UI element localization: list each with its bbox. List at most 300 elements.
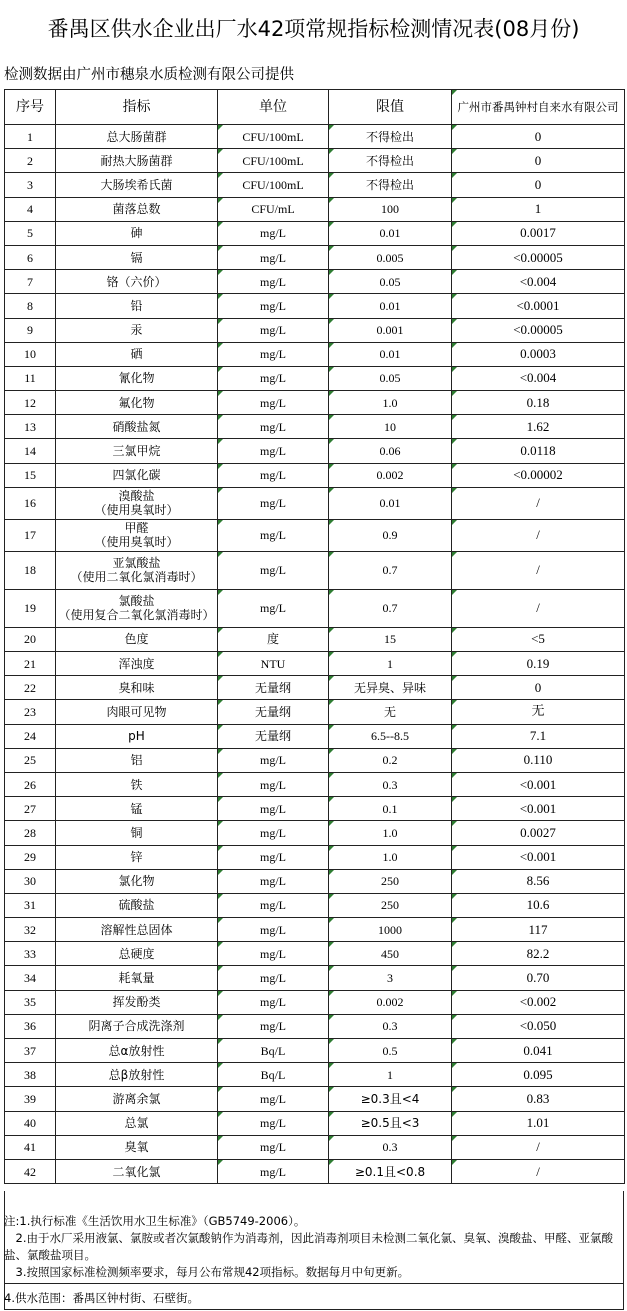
cell-indicator <box>56 589 218 627</box>
cell-indicator <box>56 1014 218 1038</box>
cell-unit: mg/L <box>218 221 329 245</box>
cell-no: 10 <box>5 342 56 366</box>
indicator-name: 硫酸盐 <box>118 898 155 913</box>
cell-no: 6 <box>5 245 56 269</box>
cell-no: 21 <box>5 652 56 676</box>
cell-unit: mg/L <box>218 845 329 869</box>
table-row <box>5 700 625 724</box>
cell-limit: 0.7 <box>329 551 452 589</box>
cell-no: 41 <box>5 1135 56 1159</box>
indicator-name: 肉眼可见物 <box>106 704 167 719</box>
cell-limit: 250 <box>329 893 452 917</box>
cell-limit: 0.7 <box>329 589 452 627</box>
cell-unit: mg/L <box>218 1087 329 1111</box>
cell-value: <5 <box>452 627 625 651</box>
cell-indicator <box>56 197 218 221</box>
cell-indicator <box>56 391 218 415</box>
table-row <box>5 724 625 748</box>
cell-indicator <box>56 245 218 269</box>
indicator-name: 溴酸盐 <box>118 489 155 504</box>
table-body <box>5 125 625 1184</box>
cell-no: 8 <box>5 294 56 318</box>
indicator-name: 浑浊度 <box>118 656 155 671</box>
cell-unit: mg/L <box>218 797 329 821</box>
cell-limit: 不得检出 <box>329 149 452 173</box>
table-row <box>5 1014 625 1038</box>
cell-limit: ≥0.3且<4 <box>329 1087 452 1111</box>
cell-indicator <box>56 821 218 845</box>
header-limit: 限值 <box>329 90 452 125</box>
cell-limit: 450 <box>329 942 452 966</box>
cell-unit: mg/L <box>218 439 329 463</box>
table-row <box>5 221 625 245</box>
cell-limit: 0.3 <box>329 1014 452 1038</box>
indicator-name: 铝 <box>130 753 143 768</box>
cell-limit: 1 <box>329 1063 452 1087</box>
cell-indicator <box>56 942 218 966</box>
cell-value: 0.0118 <box>452 439 625 463</box>
cell-limit: 0.05 <box>329 270 452 294</box>
cell-indicator <box>56 869 218 893</box>
cell-value: <0.004 <box>452 366 625 390</box>
indicator-name: 氟化物 <box>118 395 155 410</box>
cell-indicator <box>56 125 218 149</box>
cell-limit: 1.0 <box>329 845 452 869</box>
cell-limit: ≥0.1且<0.8 <box>329 1159 452 1183</box>
cell-indicator <box>56 845 218 869</box>
cell-limit: 6.5--8.5 <box>329 724 452 748</box>
cell-unit: mg/L <box>218 463 329 487</box>
cell-no: 2 <box>5 149 56 173</box>
cell-unit: mg/L <box>218 772 329 796</box>
cell-indicator <box>56 487 218 519</box>
cell-indicator <box>56 1159 218 1183</box>
data-source: 检测数据由广州市穗泉水质检测有限公司提供 <box>4 66 294 83</box>
cell-value: <0.004 <box>452 270 625 294</box>
cell-indicator <box>56 652 218 676</box>
cell-limit: 0.002 <box>329 463 452 487</box>
cell-limit: 0.01 <box>329 342 452 366</box>
cell-unit: mg/L <box>218 1111 329 1135</box>
cell-indicator <box>56 772 218 796</box>
cell-value: / <box>452 519 625 551</box>
cell-unit: mg/L <box>218 487 329 519</box>
cell-limit: 不得检出 <box>329 125 452 149</box>
cell-indicator <box>56 439 218 463</box>
indicator-condition: （使用臭氧时） <box>94 503 179 518</box>
page-title: 番禺区供水企业出厂水42项常规指标检测情况表(08月份) <box>47 17 580 41</box>
cell-value: / <box>452 589 625 627</box>
cell-value: 0.0027 <box>452 821 625 845</box>
cell-indicator <box>56 1135 218 1159</box>
cell-limit: ≥0.5且<3 <box>329 1111 452 1135</box>
cell-value: 1 <box>452 197 625 221</box>
indicator-name: 铅 <box>130 298 143 313</box>
table-row <box>5 245 625 269</box>
table-row <box>5 966 625 990</box>
table-row <box>5 1063 625 1087</box>
table-row <box>5 318 625 342</box>
cell-value: 0.0003 <box>452 342 625 366</box>
cell-no: 20 <box>5 627 56 651</box>
indicator-name: 三氯甲烷 <box>112 444 161 459</box>
table-row <box>5 990 625 1014</box>
cell-unit: 度 <box>218 627 329 651</box>
cell-limit: 0.9 <box>329 519 452 551</box>
cell-value: 0.095 <box>452 1063 625 1087</box>
table-row <box>5 551 625 589</box>
cell-indicator <box>56 318 218 342</box>
cell-indicator <box>56 519 218 551</box>
cell-no: 13 <box>5 415 56 439</box>
indicator-name: 氰化物 <box>118 371 155 386</box>
cell-no: 37 <box>5 1039 56 1063</box>
cell-unit: mg/L <box>218 821 329 845</box>
cell-value: <0.001 <box>452 797 625 821</box>
cell-value: 0.0017 <box>452 221 625 245</box>
cell-unit: mg/L <box>218 415 329 439</box>
table-row <box>5 797 625 821</box>
table-row <box>5 173 625 197</box>
cell-unit: mg/L <box>218 318 329 342</box>
cell-no: 3 <box>5 173 56 197</box>
indicator-name: 游离余氯 <box>112 1091 161 1106</box>
cell-value: / <box>452 551 625 589</box>
cell-limit: 1000 <box>329 918 452 942</box>
cell-value: 0 <box>452 676 625 700</box>
cell-limit: 无异臭、异味 <box>329 676 452 700</box>
table-row <box>5 652 625 676</box>
cell-value: 7.1 <box>452 724 625 748</box>
cell-unit: NTU <box>218 652 329 676</box>
indicator-name: 总β放射性 <box>108 1067 165 1082</box>
cell-unit: mg/L <box>218 1159 329 1183</box>
table-row <box>5 845 625 869</box>
cell-value: 82.2 <box>452 942 625 966</box>
cell-indicator <box>56 415 218 439</box>
cell-no: 11 <box>5 366 56 390</box>
cell-limit: 1 <box>329 652 452 676</box>
indicator-name: 亚氯酸盐 <box>112 556 161 571</box>
indicator-name: 锌 <box>130 850 143 865</box>
indicator-name: 菌落总数 <box>112 202 161 217</box>
indicator-name: 锰 <box>130 801 143 816</box>
indicator-name: 氯酸盐 <box>118 594 155 609</box>
cell-unit: mg/L <box>218 748 329 772</box>
header-indicator: 指标 <box>56 90 218 125</box>
table-row <box>5 270 625 294</box>
cell-indicator <box>56 366 218 390</box>
table-row <box>5 942 625 966</box>
cell-unit: mg/L <box>218 869 329 893</box>
table-row <box>5 487 625 519</box>
indicator-name: 二氧化氯 <box>112 1164 161 1179</box>
table-row <box>5 125 625 149</box>
indicator-name: 铜 <box>130 825 143 840</box>
cell-value: <0.0001 <box>452 294 625 318</box>
cell-value: 0.19 <box>452 652 625 676</box>
cell-indicator <box>56 294 218 318</box>
cell-unit: 无量纲 <box>218 724 329 748</box>
indicator-name: 耐热大肠菌群 <box>100 153 173 168</box>
indicator-name: 总氯 <box>124 1116 149 1131</box>
cell-indicator <box>56 748 218 772</box>
cell-value: 0.110 <box>452 748 625 772</box>
cell-indicator <box>56 270 218 294</box>
indicator-name: 臭氧 <box>124 1140 149 1155</box>
cell-no: 34 <box>5 966 56 990</box>
cell-unit: CFU/100mL <box>218 149 329 173</box>
cell-no: 31 <box>5 893 56 917</box>
indicator-name: 甲醛 <box>124 521 149 536</box>
cell-indicator <box>56 990 218 1014</box>
cell-indicator <box>56 1039 218 1063</box>
table-row <box>5 772 625 796</box>
cell-limit: 0.1 <box>329 797 452 821</box>
cell-value: / <box>452 1159 625 1183</box>
indicator-name: 色度 <box>124 632 149 647</box>
indicator-name: 大肠埃希氏菌 <box>100 177 173 192</box>
indicator-name: 阴离子合成洗涤剂 <box>88 1019 185 1034</box>
cell-limit: 15 <box>329 627 452 651</box>
indicator-name: 四氯化碳 <box>112 468 161 483</box>
cell-unit: mg/L <box>218 589 329 627</box>
cell-limit: 0.01 <box>329 221 452 245</box>
cell-no: 38 <box>5 1063 56 1087</box>
cell-no: 35 <box>5 990 56 1014</box>
cell-limit: 0.002 <box>329 990 452 1014</box>
cell-indicator <box>56 173 218 197</box>
cell-limit: 10 <box>329 415 452 439</box>
indicator-name: 溶解性总固体 <box>100 922 173 937</box>
table-row <box>5 748 625 772</box>
cell-limit: 0.01 <box>329 487 452 519</box>
cell-indicator <box>56 1111 218 1135</box>
table-row <box>5 869 625 893</box>
cell-value: 0 <box>452 149 625 173</box>
indicator-name: pH <box>128 729 145 744</box>
cell-limit: 0.5 <box>329 1039 452 1063</box>
cell-value: 无 <box>452 700 625 724</box>
cell-no: 17 <box>5 519 56 551</box>
cell-value: 1.01 <box>452 1111 625 1135</box>
indicator-condition: （使用二氧化氯消毒时） <box>70 570 203 585</box>
cell-value: <0.050 <box>452 1014 625 1038</box>
cell-unit: mg/L <box>218 918 329 942</box>
cell-no: 5 <box>5 221 56 245</box>
cell-limit: 0.06 <box>329 439 452 463</box>
cell-no: 19 <box>5 589 56 627</box>
cell-no: 25 <box>5 748 56 772</box>
note-1: 注:1.执行标准《生活饮用水卫生标准》（GB5749-2006）。 <box>4 1214 306 1228</box>
indicator-name: 总硬度 <box>118 946 155 961</box>
cell-indicator <box>56 627 218 651</box>
table-row <box>5 391 625 415</box>
cell-unit: mg/L <box>218 270 329 294</box>
cell-indicator <box>56 797 218 821</box>
cell-no: 7 <box>5 270 56 294</box>
cell-value: <0.001 <box>452 772 625 796</box>
cell-limit: 0.005 <box>329 245 452 269</box>
table-row <box>5 366 625 390</box>
cell-indicator <box>56 724 218 748</box>
cell-indicator <box>56 221 218 245</box>
header-unit: 单位 <box>218 90 329 125</box>
cell-unit: mg/L <box>218 245 329 269</box>
cell-limit: 1.0 <box>329 821 452 845</box>
cell-limit: 0.05 <box>329 366 452 390</box>
table-row <box>5 519 625 551</box>
table-row <box>5 627 625 651</box>
cell-unit: CFU/mL <box>218 197 329 221</box>
table-row <box>5 1111 625 1135</box>
indicator-name: 总α放射性 <box>108 1043 165 1058</box>
cell-unit: 无量纲 <box>218 676 329 700</box>
cell-no: 33 <box>5 942 56 966</box>
cell-limit: 不得检出 <box>329 173 452 197</box>
table-row <box>5 149 625 173</box>
cell-value: 0.041 <box>452 1039 625 1063</box>
cell-value: 10.6 <box>452 893 625 917</box>
cell-value: 8.56 <box>452 869 625 893</box>
cell-indicator <box>56 342 218 366</box>
indicator-name: 总大肠菌群 <box>106 129 167 144</box>
table-row <box>5 294 625 318</box>
cell-no: 30 <box>5 869 56 893</box>
indicator-name: 砷 <box>130 226 143 241</box>
cell-value: 0.70 <box>452 966 625 990</box>
cell-unit: mg/L <box>218 551 329 589</box>
cell-no: 18 <box>5 551 56 589</box>
indicator-name: 硝酸盐氮 <box>112 419 161 434</box>
cell-unit: mg/L <box>218 893 329 917</box>
cell-limit: 0.01 <box>329 294 452 318</box>
cell-unit: mg/L <box>218 990 329 1014</box>
indicator-table <box>4 89 625 1184</box>
cell-no: 39 <box>5 1087 56 1111</box>
indicator-condition: （使用复合二氧化氯消毒时） <box>58 608 215 623</box>
header-company: 广州市番禺钟村自来水有限公司 <box>452 90 625 125</box>
cell-indicator <box>56 149 218 173</box>
cell-value: 1.62 <box>452 415 625 439</box>
cell-indicator <box>56 1087 218 1111</box>
cell-unit: mg/L <box>218 519 329 551</box>
cell-indicator <box>56 551 218 589</box>
table-row <box>5 197 625 221</box>
cell-value: <0.001 <box>452 845 625 869</box>
cell-no: 29 <box>5 845 56 869</box>
cell-indicator <box>56 966 218 990</box>
cell-no: 24 <box>5 724 56 748</box>
table-row <box>5 1135 625 1159</box>
indicator-name: 铁 <box>130 777 143 792</box>
indicator-name: 汞 <box>130 323 143 338</box>
cell-no: 16 <box>5 487 56 519</box>
indicator-condition: （使用臭氧时） <box>94 535 179 550</box>
indicator-name: 臭和味 <box>118 680 155 695</box>
table-row <box>5 415 625 439</box>
table-row <box>5 342 625 366</box>
cell-value: / <box>452 487 625 519</box>
cell-unit: mg/L <box>218 366 329 390</box>
header-no: 序号 <box>5 90 56 125</box>
cell-value: <0.00002 <box>452 463 625 487</box>
note-3: 3.按照国家标准检测频率要求，每月公布常规42项指标。数据每月中旬更新。 <box>4 1265 410 1279</box>
cell-unit: mg/L <box>218 1135 329 1159</box>
cell-value: 0.83 <box>452 1087 625 1111</box>
cell-no: 26 <box>5 772 56 796</box>
table-row <box>5 676 625 700</box>
cell-no: 12 <box>5 391 56 415</box>
table-row <box>5 463 625 487</box>
indicator-name: 镉 <box>130 250 143 265</box>
table-row <box>5 821 625 845</box>
table-row <box>5 918 625 942</box>
cell-limit: 无 <box>329 700 452 724</box>
cell-no: 36 <box>5 1014 56 1038</box>
cell-limit: 1.0 <box>329 391 452 415</box>
notes <box>4 1213 624 1281</box>
indicator-name: 耗氧量 <box>118 971 155 986</box>
table-header-row <box>5 90 625 125</box>
cell-unit: CFU/100mL <box>218 125 329 149</box>
cell-value: 0 <box>452 125 625 149</box>
cell-limit: 250 <box>329 869 452 893</box>
table-row <box>5 589 625 627</box>
cell-indicator <box>56 893 218 917</box>
cell-no: 15 <box>5 463 56 487</box>
cell-indicator <box>56 700 218 724</box>
cell-no: 27 <box>5 797 56 821</box>
cell-no: 40 <box>5 1111 56 1135</box>
cell-value: <0.00005 <box>452 245 625 269</box>
table-row <box>5 1087 625 1111</box>
indicator-name: 挥发酚类 <box>112 995 161 1010</box>
cell-unit: mg/L <box>218 294 329 318</box>
cell-no: 14 <box>5 439 56 463</box>
cell-indicator <box>56 463 218 487</box>
cell-unit: Bq/L <box>218 1039 329 1063</box>
cell-no: 42 <box>5 1159 56 1183</box>
cell-unit: mg/L <box>218 342 329 366</box>
indicator-name: 铬（六价） <box>106 274 167 289</box>
supply-scope: 4.供水范围：番禺区钟村街、石壁街。 <box>4 1291 199 1305</box>
indicator-name: 氯化物 <box>118 874 155 889</box>
cell-value: / <box>452 1135 625 1159</box>
table-row <box>5 1159 625 1183</box>
cell-unit: mg/L <box>218 1014 329 1038</box>
cell-limit: 0.001 <box>329 318 452 342</box>
cell-unit: mg/L <box>218 391 329 415</box>
cell-no: 32 <box>5 918 56 942</box>
cell-limit: 0.3 <box>329 772 452 796</box>
cell-no: 9 <box>5 318 56 342</box>
cell-no: 22 <box>5 676 56 700</box>
cell-limit: 3 <box>329 966 452 990</box>
cell-no: 28 <box>5 821 56 845</box>
cell-value: 117 <box>452 918 625 942</box>
table-row <box>5 1039 625 1063</box>
cell-unit: mg/L <box>218 942 329 966</box>
cell-limit: 0.3 <box>329 1135 452 1159</box>
cell-unit: mg/L <box>218 966 329 990</box>
cell-indicator <box>56 1063 218 1087</box>
cell-unit: Bq/L <box>218 1063 329 1087</box>
indicator-name: 硒 <box>130 347 143 362</box>
cell-unit: 无量纲 <box>218 700 329 724</box>
cell-unit: CFU/100mL <box>218 173 329 197</box>
cell-value: <0.002 <box>452 990 625 1014</box>
